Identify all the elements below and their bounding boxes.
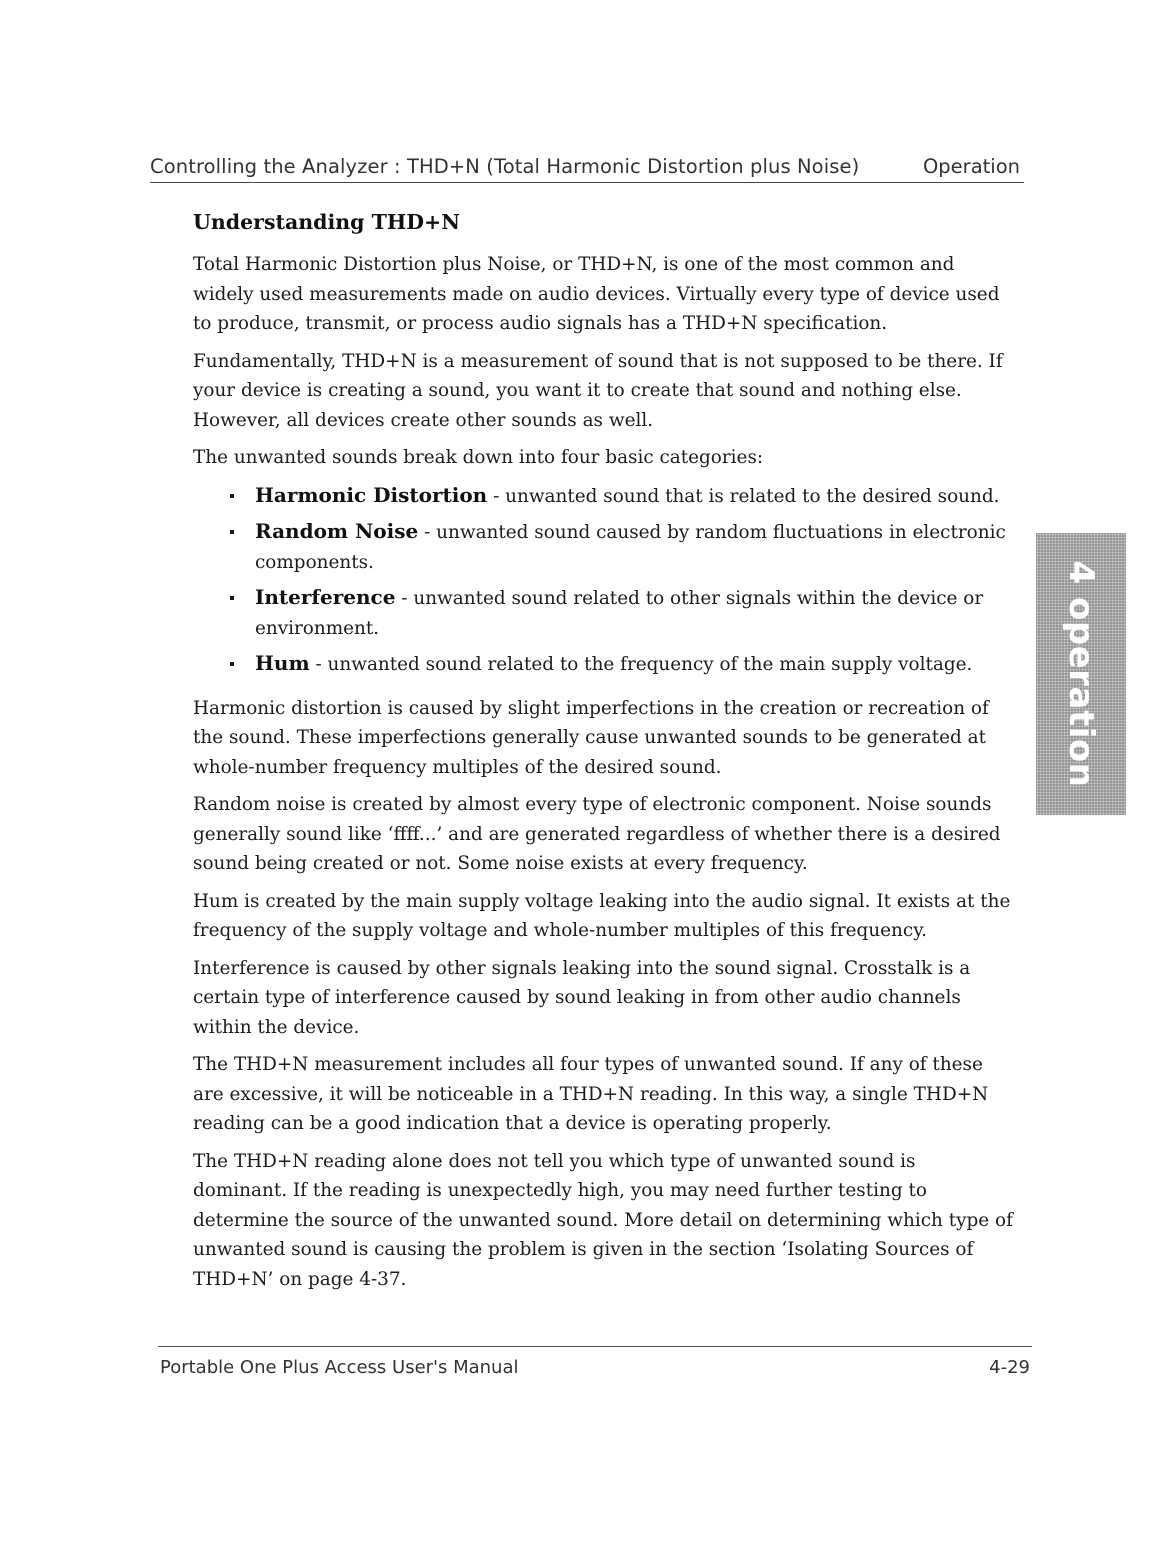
- list-item-term: Random Noise: [255, 519, 419, 543]
- paragraph-isolating: The THD+N reading alone does not tell you which type of unwanted sound is dominant. If the reading is unexpectedly high, you may need further testing to determine the source of the unwanted sound. More detail on determining which type of unwanted sound is causing the problem is given in the section ‘Isolating Sources of THD+N’ on page 4-37.: [193, 1150, 1013, 1290]
- list-item-text: - unwanted sound that is related to the desired sound.: [487, 485, 1000, 507]
- page-number: 4-29: [989, 1357, 1030, 1378]
- list-item-text: - unwanted sound related to the frequency of the main supply voltage.: [309, 654, 973, 675]
- paragraph-measurement: The THD+N measurement includes all four types of unwanted sound. If any of these are excessive, it will be noticeable in a THD+N reading. In this way, a single THD+N reading can be a good indication that a device is operating properly.: [193, 1054, 989, 1134]
- bullet-marker: [230, 596, 234, 600]
- list-item-harmonic-distortion: [255, 481, 1013, 512]
- header-section-name: Operation: [922, 155, 1020, 178]
- bullet-marker: [230, 530, 234, 534]
- list-item-text: - unwanted sound caused by random fluctuations in electronic components.: [255, 522, 1006, 573]
- paragraph-hum: Hum is created by the main supply voltage leaking into the audio signal. It exists at the frequency of the supply voltage and whole-number multiples of this frequency.: [193, 890, 1011, 941]
- list-item-term: Hum: [255, 651, 310, 675]
- paragraph-intro: Total Harmonic Distortion plus Noise, or THD+N, is one of the most common and widely used measurements made on audio devices. Virtually every type of device used to produce, transmit, or process audio signals has a THD+N specification.: [193, 254, 1000, 334]
- section-heading: Understanding THD+N: [193, 210, 460, 234]
- list-item-interference: [255, 583, 1013, 643]
- bullet-marker: [230, 662, 234, 666]
- body-content: [193, 250, 1013, 1302]
- list-item-random-noise: [255, 517, 1013, 577]
- running-footer: [158, 1346, 1032, 1387]
- list-item-hum: [255, 649, 1013, 680]
- list-item-term: Harmonic Distortion: [255, 482, 488, 507]
- paragraph-random-noise: Random noise is created by almost every type of electronic component. Noise sounds generally sound like ‘ffff...’ and are generated regardless of whether there is a desired sound being created or not. Some noise exists at every frequency.: [193, 794, 1001, 874]
- running-header: [150, 152, 1024, 183]
- categories-list: [193, 481, 1013, 680]
- chapter-thumb-tab: [1036, 533, 1126, 815]
- chapter-tab-label: 4 operation: [1061, 560, 1101, 788]
- paragraph-fundamentals: Fundamentally, THD+N is a measurement of sound that is not supposed to be there. If your device is creating a sound, you want it to create that sound and nothing else. However, all devices create other sounds as well.: [193, 350, 1003, 431]
- paragraph-interference: Interference is caused by other signals leaking into the sound signal. Crosstalk is a certain type of interference caused by sound leaking in from other audio channels within the device.: [193, 957, 971, 1038]
- list-item-term: Interference: [255, 585, 396, 609]
- header-chapter-title: Controlling the Analyzer : THD+N (Total Harmonic Distortion plus Noise): [150, 155, 860, 178]
- list-item-text: - unwanted sound related to other signals within the device or environment.: [255, 588, 984, 639]
- footer-manual-title: Portable One Plus Access User's Manual: [160, 1357, 519, 1378]
- paragraph-harmonic-distortion: Harmonic distortion is caused by slight imperfections in the creation or recreation of the sound. These imperfections generally cause unwanted sounds to be generated at whole-number frequency multiples of the desired sound.: [193, 697, 989, 778]
- paragraph-categories-lead: The unwanted sounds break down into four basic categories:: [193, 447, 764, 468]
- bullet-marker: [230, 494, 234, 498]
